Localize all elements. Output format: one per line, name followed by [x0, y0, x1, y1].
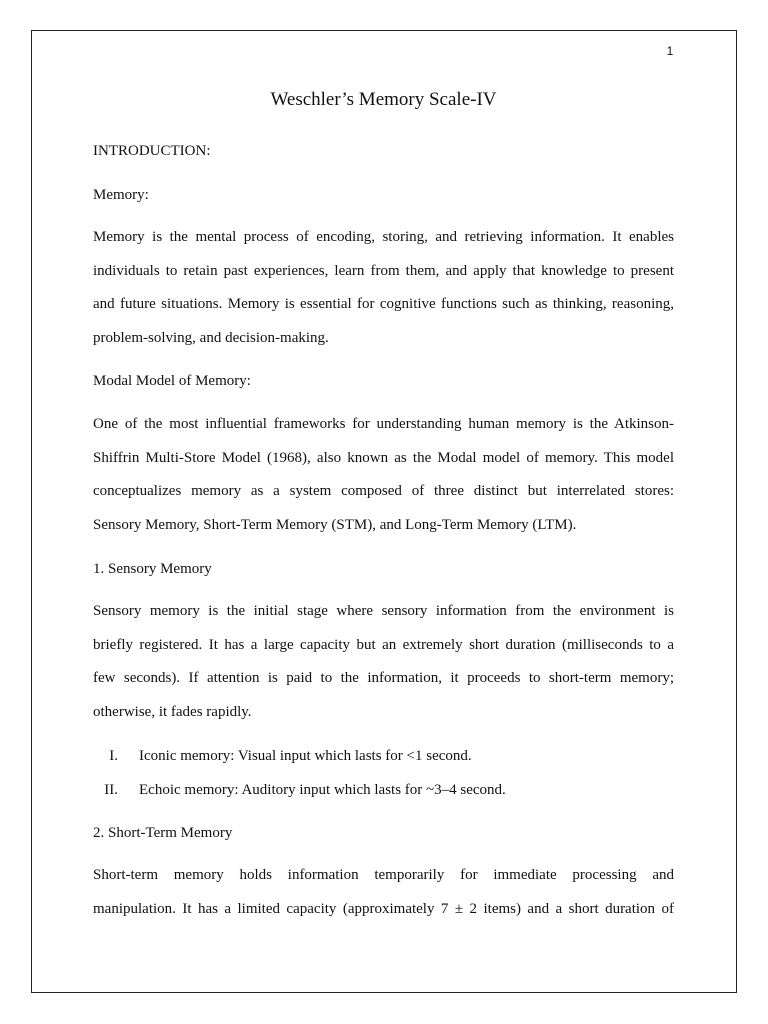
paragraph-line: otherwise, it fades rapidly. — [93, 703, 252, 720]
list-marker: II. — [104, 782, 118, 798]
paragraph-line: manipulation. It has a limited capacity (approximately 7 ± 2 items) and a short duration of — [93, 900, 674, 917]
list-item-text: Iconic memory: Visual input which lasts for <1 second. — [139, 748, 472, 764]
sensory-memory-heading: 1. Sensory Memory — [93, 561, 212, 577]
paragraph-line: individuals to retain past experiences, learn from them, and apply that knowledge to present — [93, 262, 674, 279]
paragraph-line: conceptualizes memory as a system composed of three distinct but interrelated stores: — [93, 483, 674, 499]
paragraph-line: problem-solving, and decision-making. — [93, 329, 329, 346]
paragraph-line: Sensory memory is the initial stage where sensory information from the environment is — [93, 603, 674, 619]
paragraph-line: and future situations. Memory is essential for cognitive functions such as thinking, reasoning, — [93, 296, 674, 312]
page-number: 1 — [666, 44, 674, 58]
introduction-heading: INTRODUCTION: — [93, 143, 211, 159]
list-item — [93, 747, 674, 765]
paragraph-line: Short-term memory holds information temporarily for immediate processing and — [93, 867, 674, 883]
paragraph-line: Sensory Memory, Short-Term Memory (STM), and Long-Term Memory (LTM). — [93, 516, 577, 533]
short-term-memory-paragraph — [93, 859, 674, 926]
paragraph-line: briefly registered. It has a large capacity but an extremely short duration (milliseconds to a — [93, 636, 674, 653]
list-marker: I. — [109, 748, 118, 764]
sensory-memory-paragraph — [93, 595, 674, 729]
short-term-memory-heading: 2. Short-Term Memory — [93, 825, 233, 841]
modal-model-heading: Modal Model of Memory: — [93, 373, 251, 389]
paragraph-line: Shiffrin Multi-Store Model (1968), also known as the Modal model of memory. This model — [93, 449, 674, 466]
list-item-text: Echoic memory: Auditory input which lasts for ~3–4 second. — [139, 782, 506, 798]
memory-heading: Memory: — [93, 187, 149, 203]
paragraph-line: Memory is the mental process of encoding, storing, and retrieving information. It enables — [93, 229, 674, 245]
paragraph-line: One of the most influential frameworks for understanding human memory is the Atkinson- — [93, 416, 674, 432]
paragraph-line: few seconds). If attention is paid to the information, it proceeds to short-term memory; — [93, 670, 674, 686]
list-item — [93, 781, 674, 799]
modal-model-paragraph — [93, 408, 674, 542]
memory-paragraph — [93, 221, 674, 355]
document-title: Weschler’s Memory Scale-IV — [270, 89, 497, 110]
